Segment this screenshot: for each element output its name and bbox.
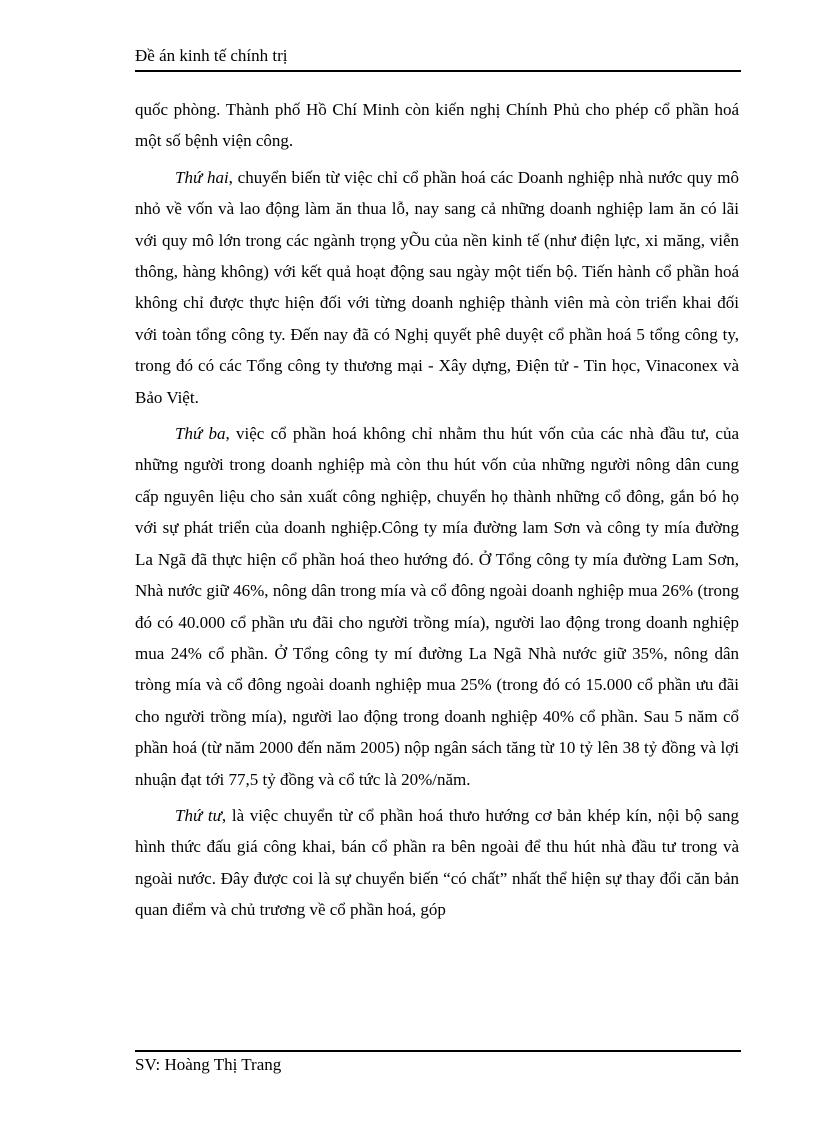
paragraph bbox=[135, 800, 739, 926]
paragraph-lead: Thứ tư bbox=[175, 805, 222, 825]
page-header-title: Đề án kinh tế chính trị bbox=[135, 46, 288, 65]
paragraph-lead: Thứ ba bbox=[175, 424, 226, 444]
paragraph bbox=[135, 418, 739, 795]
paragraph bbox=[135, 162, 739, 413]
paragraph-text: , chuyển biến từ việc chỉ cổ phần hoá các Doanh nghiệp nhà nước quy mô nhỏ về vốn và lao động làm ăn thua lỗ, nay sang cả những doanh nghiệp lam ăn có lãi với quy mô lớn trong các ngành trọng yÕu của nền kinh tế (như điện lực, xi măng, viễn thông, hàng không) với kết quả hoạt động sau ngày một tiến bộ. Tiến hành cổ phần hoá không chỉ được thực hiện đối với từng doanh nghiệp thành viên mà còn triển khai đối với toàn tổng công ty. Đến nay đã có Nghị quyết phê duyệt cổ phần hoá 5 tổng công ty, trong đó có các Tổng công ty thương mại - Xây dựng, Điện tử - Tin học, Vinaconex và Bảo Việt. bbox=[135, 167, 739, 407]
header-divider bbox=[135, 70, 741, 72]
paragraph bbox=[135, 94, 739, 157]
paragraph-lead: Thứ hai bbox=[175, 167, 229, 187]
paragraph-text: quốc phòng. Thành phố Hồ Chí Minh còn kiến nghị Chính Phủ cho phép cổ phần hoá một số bệnh viện công. bbox=[135, 100, 739, 151]
document-body bbox=[135, 94, 739, 931]
footer-divider bbox=[135, 1050, 741, 1052]
paragraph-text: , việc cổ phần hoá không chỉ nhằm thu hút vốn của các nhà đầu tư, của những người trong doanh nghiệp mà còn thu hút vốn của những người nông dân cung cấp nguyên liệu cho sản xuất công nghiệp, chuyển họ thành những cổ đông, gắn bó họ với sự phát triển của doanh nghiệp.Công ty mía đường lam Sơn và công ty mía đường La Ngã đã thực hiện cổ phần hoá theo hướng đó. Ở Tổng công ty mía đường Lam Sơn, Nhà nước giữ 46%, nông dân trong mía và cổ đông ngoài doanh nghiệp mua 26% (trong đó có 40.000 cổ phần ưu đãi cho người trồng mía), người lao động trong doanh nghiệp mua 24% cổ phần. Ở Tổng công ty mí đường La Ngã Nhà nước giữ 35%, nông dân tròng mía và cổ đông ngoài doanh nghiệp mua 25% (trong đó có 15.000 cổ phần ưu đãi cho người trồng mía), người lao động trong doanh nghiệp 40% cổ phần. Sau 5 năm cổ phần hoá (từ năm 2000 đến năm 2005) nộp ngân sách tăng từ 10 tỷ lên 38 tỷ đồng và lợi nhuận đạt tới 77,5 tỷ đồng và cổ tức là 20%/năm. bbox=[135, 424, 739, 789]
page-footer-author: SV: Hoàng Thị Trang bbox=[135, 1055, 282, 1074]
paragraph-text: , là việc chuyển từ cổ phần hoá thưo hướng cơ bản khép kín, nội bộ sang hình thức đấu giá công khai, bán cổ phần ra bên ngoài để thu hút nhà đầu tư trong và ngoài nước. Đây được coi là sự chuyển biến “có chất” nhất thể hiện sự thay đổi căn bản quan điểm và chủ trương về cổ phần hoá, góp bbox=[135, 805, 739, 920]
